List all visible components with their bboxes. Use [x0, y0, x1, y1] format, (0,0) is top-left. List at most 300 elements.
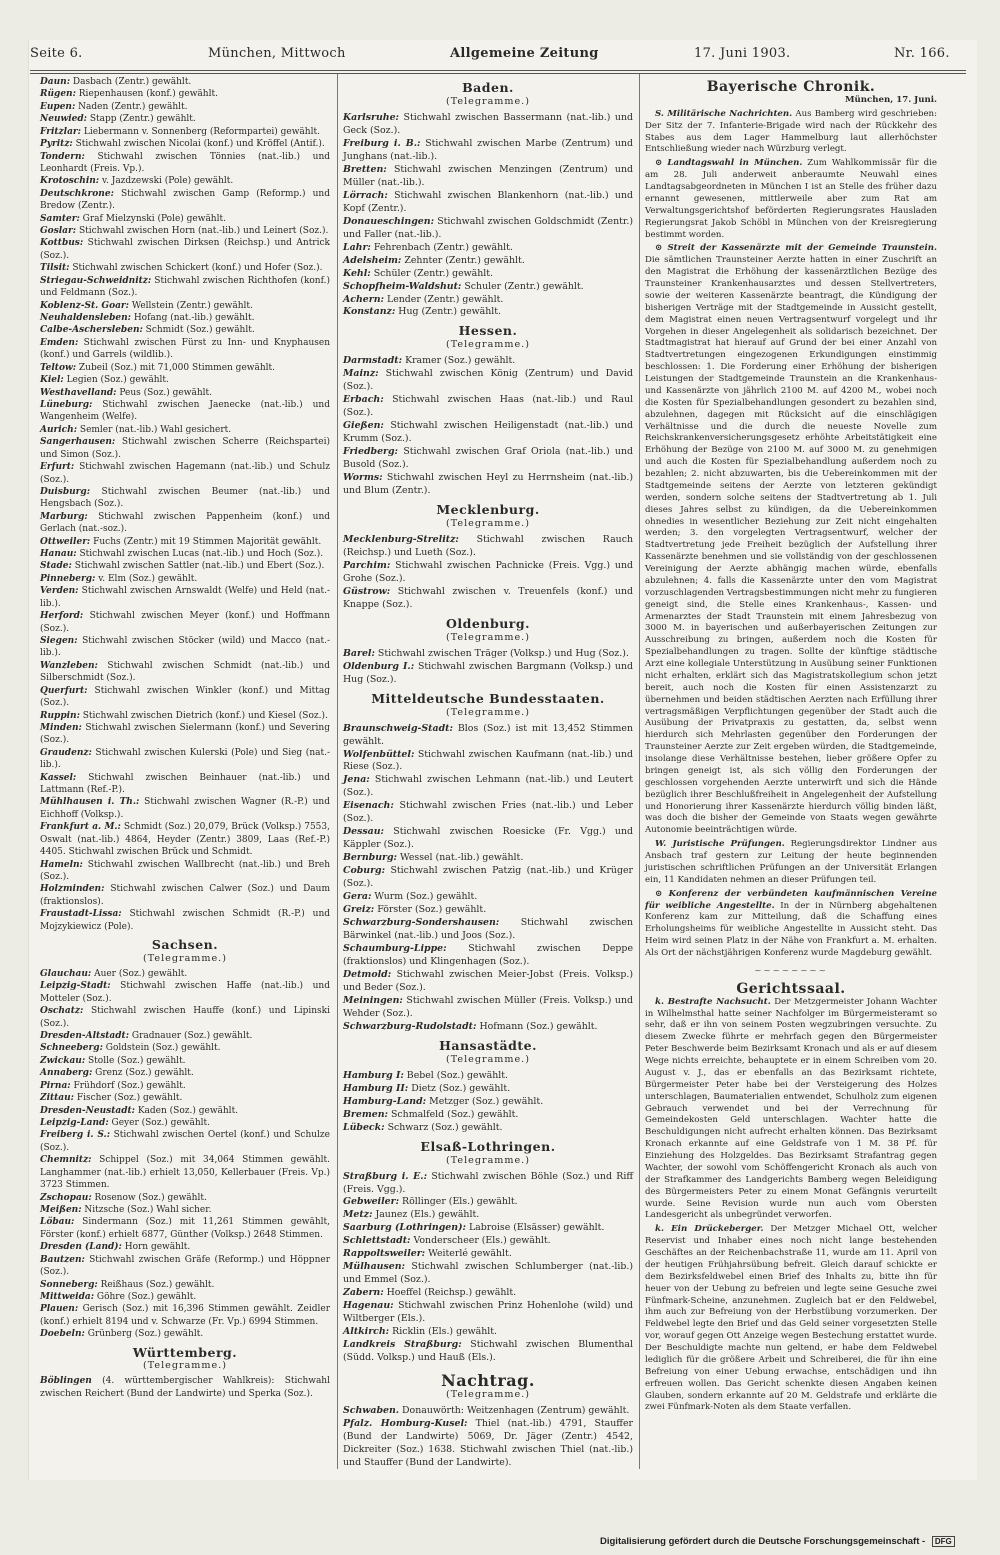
- constituency-name: Gebweiler:: [343, 1196, 400, 1208]
- constituency-name: Barel:: [343, 647, 375, 659]
- result-text: Grünberg (Soz.) gewählt.: [84, 1329, 204, 1340]
- result-entry: [40, 796, 330, 821]
- result-entry: [40, 1129, 330, 1154]
- article-paragraph: [645, 997, 937, 1223]
- result-text: Förster (Soz.) gewählt.: [374, 904, 487, 916]
- result-entry: [40, 560, 330, 572]
- election-results-oldenburg: [343, 648, 633, 687]
- constituency-name: Pirna:: [40, 1080, 71, 1091]
- result-entry: [40, 1254, 330, 1279]
- constituency-name: Ruppin:: [40, 710, 80, 721]
- section-heading-hessen: Hessen.: [458, 323, 518, 339]
- constituency-name: Schneeberg:: [40, 1043, 103, 1054]
- constituency-name: Dresden-Altstadt:: [40, 1031, 130, 1042]
- result-text: Stichwahl zwischen Calwer (Soz.) und Daum (fraktionslos).: [40, 884, 330, 907]
- result-entry: [343, 1070, 633, 1083]
- result-entry: [40, 980, 330, 1005]
- result-entry: [343, 904, 633, 917]
- result-text: Bebel (Soz.) gewählt.: [403, 1069, 509, 1081]
- article-body: Der Metzger Michael Ott, welcher Reservist und Inhaber eines noch nicht lange bestehenden Geschäftes an der Reichenbachstraße 11, wurde am 11. April von der heutigen Frühjahrsübung befreit. Gleich darauf schickte er dem Bezirksfeldwebel einen Brief des Inhalts zu, bitte ihn für heuer von der Uebung zu befreien und legte seine Gesuche zwei Fünfmark-Scheine, anzunehmen. Zugleich bat er den Feldwebel, ihm auch zur Befreiung von der Herbstübung vorzumerken. Der Feldwebel legte den Brief und das Geld seiner vorgesetzten Stelle vor, worauf gegen Ott Anzeige wegen Bestechung erstattet wurde. Der Beschuldigte machte nun geltend, er habe dem Feldwebel lediglich für die größere Arbeit und Schreiberei, die für ihn eine Befreiung von einer Uebung erwachse, entschädigen und ihn erfreuen wollen. Das Gericht schenkte diesen Angaben keinen Glauben, sondern erkannte auf 20 M. Geldstrafe und erklärte die zwei Fünfmark-Noten als dem Staate verfallen.: [645, 1224, 937, 1413]
- election-results-hessen: [343, 355, 633, 498]
- result-text: Stichwahl zwischen Haffe (nat.-lib.) und Motteler (Soz.).: [40, 981, 330, 1004]
- result-entry: [40, 374, 330, 386]
- result-text: Weiterlé gewählt.: [425, 1248, 512, 1260]
- result-entry: [40, 1030, 330, 1042]
- result-text: Goldstein (Soz.) gewählt.: [102, 1043, 221, 1054]
- constituency-name: Karlsruhe:: [343, 111, 399, 123]
- constituency-name: Kassel:: [40, 772, 77, 783]
- result-text: Zubeil (Soz.) mit 71,000 Stimmen gewählt.: [76, 362, 275, 373]
- constituency-name: Gießen:: [343, 420, 384, 432]
- result-entry: [343, 138, 633, 164]
- election-results-hansastaedte: [343, 1070, 633, 1135]
- constituency-name: Kiel:: [40, 375, 64, 386]
- result-entry: [40, 76, 330, 88]
- result-entry: [343, 1405, 633, 1418]
- result-entry: [40, 486, 330, 511]
- constituency-name: Schwaben.: [343, 1405, 400, 1416]
- result-entry: [343, 355, 633, 368]
- constituency-name: Hagenau:: [343, 1300, 394, 1312]
- result-entry: [343, 1083, 633, 1096]
- constituency-name: Mainz:: [343, 368, 379, 380]
- result-text: Stichwahl zwischen Graf Oriola (nat.-lib.) und Busold (Soz.).: [343, 446, 633, 471]
- constituency-name: Erbach:: [343, 394, 384, 406]
- constituency-name: Fritzlar:: [40, 126, 81, 137]
- election-results-prussia: [40, 76, 330, 933]
- section-heading-chronik: Bayerische Chronik.: [706, 79, 876, 95]
- constituency-name: Lahr:: [343, 241, 371, 253]
- article-body: Aus Bamberg wird geschrieben: Der Sitz der 7. Infanterie-Brigade wird nach der Rückkehr des Stabes aus dem Lager Hammelburg laut allerhöchster Entschließung wieder nach Würzburg verlegt.: [645, 108, 937, 155]
- result-text: Schüler (Zentr.) gewählt.: [370, 267, 494, 279]
- result-text: Stichwahl zwischen Goldschmidt (Zentr.) und Faller (nat.-lib.).: [343, 215, 633, 240]
- constituency-name: Sangerhausen:: [40, 437, 116, 448]
- result-text: Stichwahl zwischen Gamp (Reformp.) und Bredow (Zentr.).: [40, 188, 330, 212]
- result-text: Stichwahl zwischen Kaufmann (nat.-lib.) und Riese (Soz.).: [343, 748, 633, 773]
- result-text: Stichwahl zwischen Sattler (nat.-lib.) und Ebert (Soz.).: [71, 561, 325, 572]
- result-entry: [40, 968, 330, 980]
- result-text: Stichwahl zwischen Schmidt (R.-P.) und Mojzykiewicz (Pole).: [40, 909, 330, 932]
- result-entry: [343, 774, 633, 800]
- result-text: Wessel (nat.-lib.) gewählt.: [396, 852, 524, 864]
- result-entry: [40, 324, 330, 336]
- constituency-name: Chemnitz:: [40, 1155, 92, 1166]
- constituency-name: Freiberg i. S.:: [40, 1130, 111, 1141]
- result-text: Stichwahl zwischen Fries (nat.-lib.) und Leber (Soz.).: [343, 800, 633, 825]
- result-text: Naden (Zentr.) gewählt.: [75, 101, 188, 112]
- constituency-name: Duisburg:: [40, 486, 91, 497]
- result-text: Stichwahl zwischen Meier-Jobst (Freis. Volksp.) und Beder (Soz.).: [343, 968, 633, 993]
- constituency-name: Straßburg i. E.:: [343, 1170, 428, 1182]
- result-text: Stichwahl zwischen Beumer (nat.-lib.) und Hengsbach (Soz.).: [40, 486, 330, 510]
- result-entry: [343, 255, 633, 268]
- constituency-name: Metz:: [343, 1209, 373, 1221]
- result-text: Blos (Soz.) ist mit 13,452 Stimmen gewählt.: [343, 722, 633, 747]
- result-entry: [343, 1122, 633, 1135]
- dfg-logo: DFG: [932, 1536, 955, 1547]
- constituency-name: Pyritz:: [40, 139, 73, 150]
- result-entry: [343, 1339, 633, 1365]
- result-text: Fuchs (Zentr.) mit 19 Stimmen Majorität gewählt.: [90, 536, 322, 547]
- constituency-name: Koblenz-St. Goar:: [40, 300, 129, 311]
- result-text: Stichwahl zwischen Heiligenstadt (nat.-lib.) und Krumm (Soz.).: [343, 420, 633, 445]
- result-text: Vonderscheer (Els.) gewählt.: [410, 1235, 551, 1247]
- result-text: Stichwahl zwischen Gräfe (Reformp.) und Höppner (Soz.).: [40, 1254, 330, 1278]
- result-text: Thiel (nat.-lib.) 4791, Stauffer (Bund der Landwirte) 5069, Dr. Jäger (Zentr.) 4542, Dickreiter (Soz.) 1638. Stichwahl zwischen Thiel (nat.-lib.) und Stauffer (Bund der Landwirte).: [343, 1417, 633, 1468]
- result-text: Horn gewählt.: [121, 1242, 191, 1253]
- result-entry: [40, 113, 330, 125]
- result-text: Stichwahl zwischen Blankenhorn (nat.-lib.) und Kopf (Zentr.).: [343, 189, 633, 214]
- constituency-name: Meißen:: [40, 1204, 82, 1215]
- result-text: Stichwahl zwischen Träger (Volksp.) und Hug (Soz.).: [374, 647, 629, 659]
- column-separator: [639, 74, 640, 1469]
- result-text: Frühdorf (Soz.) gewählt.: [70, 1080, 186, 1091]
- result-entry: [40, 1055, 330, 1067]
- article-paragraph: [645, 839, 937, 887]
- result-entry: [40, 461, 330, 486]
- result-entry: [40, 859, 330, 884]
- article-heading: ⊙ Landtagswahl in München.: [655, 158, 803, 169]
- constituency-name: Jena:: [343, 774, 370, 786]
- section-heading-mecklenburg: Mecklenburg.: [436, 502, 540, 518]
- result-entry: [40, 1117, 330, 1129]
- constituency-name: Detmold:: [343, 968, 392, 980]
- constituency-name: Adelsheim:: [343, 254, 402, 266]
- result-text: Hug (Zentr.) gewählt.: [395, 306, 502, 318]
- article-body: In der in Nürnberg abgehaltenen Konferenz kam zur Mitteilung, daß die Schaffung eines Erholungsheims für weibliche Angestellte in Aussicht steht. Das Heim wird seinen Platz in der Nähe von Frankfurt a. M. erhalten. Als Ort der nächstjährigen Konferenz wurde Magdeburg gewählt.: [645, 900, 937, 958]
- result-text: Stichwahl zwischen Stöcker (wild) und Macco (nat.-lib.).: [40, 635, 330, 659]
- constituency-name: Wolfenbüttel:: [343, 748, 415, 760]
- constituency-name: Schopfheim-Waldshut:: [343, 280, 462, 292]
- result-entry: [343, 1096, 633, 1109]
- result-entry: [40, 1192, 330, 1204]
- result-entry: [40, 1375, 330, 1400]
- constituency-name: Greiz:: [343, 904, 375, 916]
- result-text: Stichwahl zwischen Wagner (R.-P.) und Eichhoff (Volksp.).: [40, 797, 330, 820]
- header-place: München, Mittwoch: [208, 46, 346, 61]
- result-entry: [343, 472, 633, 498]
- result-entry: [40, 213, 330, 225]
- result-entry: [343, 826, 633, 852]
- constituency-name: Landkreis Straßburg:: [343, 1339, 462, 1351]
- column-3: [645, 76, 937, 1416]
- result-text: Gradnauer (Soz.) gewählt.: [129, 1031, 253, 1042]
- constituency-name: Emden:: [40, 337, 79, 348]
- result-text: (4. württembergischer Wahlkreis): Stichwahl zwischen Reichert (Bund der Landwirte) und Sperka (Soz.).: [40, 1376, 330, 1399]
- result-text: Stichwahl zwischen Deppe (fraktionslos) und Klingenhagen (Soz.).: [343, 943, 633, 967]
- constituency-name: Eisenach:: [343, 800, 394, 812]
- result-text: Stichwahl zwischen Scherre (Reichspartei) und Simon (Soz.).: [40, 437, 330, 460]
- result-text: Zehnter (Zentr.) gewählt.: [401, 254, 525, 266]
- result-text: Stichwahl zwischen Prinz Hohenlohe (wild) und Wiltberger (Els.).: [343, 1300, 633, 1325]
- election-results-elsass: [343, 1171, 633, 1366]
- result-entry: [40, 722, 330, 747]
- constituency-name: Neuhaldensleben:: [40, 313, 131, 324]
- result-entry: [343, 891, 633, 904]
- result-entry: [40, 387, 330, 399]
- result-text: Stichwahl zwischen Lehmann (nat.-lib.) und Leutert (Soz.).: [343, 774, 633, 799]
- result-text: Stichwahl zwischen Schmidt (nat.-lib.) und Silberschmidt (Soz.).: [40, 660, 330, 684]
- article-paragraph: [645, 1224, 937, 1414]
- result-text: Stichwahl zwischen Patzig (nat.-lib.) und Krüger (Soz.).: [343, 865, 633, 890]
- result-entry: [40, 300, 330, 312]
- result-entry: [40, 610, 330, 635]
- result-text: Stichwahl zwischen Wallbrecht (nat.-lib.) und Breh (Soz.).: [40, 859, 330, 882]
- constituency-name: Achern:: [343, 293, 384, 305]
- result-text: Stolle (Soz.) gewählt.: [85, 1055, 186, 1066]
- result-entry: [343, 1261, 633, 1287]
- result-text: Stichwahl zwischen Roesicke (Fr. Vgg.) und Käppler (Soz.).: [343, 826, 633, 851]
- result-text: Dasbach (Zentr.) gewählt.: [70, 77, 192, 87]
- constituency-name: Doebeln:: [40, 1329, 85, 1340]
- article-heading: W. Juristische Prüfungen.: [655, 839, 785, 850]
- result-entry: [343, 723, 633, 749]
- result-text: Röllinger (Els.) gewählt.: [399, 1196, 518, 1208]
- result-text: Schmalfeld (Soz.) gewählt.: [388, 1108, 519, 1120]
- result-text: Stichwahl zwischen Dietrich (konf.) und Kiesel (Soz.).: [79, 710, 328, 721]
- result-entry: [40, 1080, 330, 1092]
- result-entry: [40, 262, 330, 274]
- telegram-label: (Telegramme.): [143, 952, 227, 964]
- result-text: v. Elm (Soz.) gewählt.: [95, 573, 198, 584]
- constituency-name: Donaueschingen:: [343, 215, 435, 227]
- constituency-name: Tondern:: [40, 151, 85, 162]
- section-divider: ~~~~~~~~: [754, 965, 828, 976]
- constituency-name: Tilsit:: [40, 263, 70, 274]
- constituency-name: Striegau-Schweidnitz:: [40, 275, 152, 286]
- result-entry: [40, 685, 330, 710]
- result-entry: [343, 306, 633, 319]
- result-text: Stichwahl zwischen Fürst zu Inn- und Knyphausen (konf.) und Garrels (wildlib.).: [40, 337, 330, 361]
- result-entry: [343, 1418, 633, 1470]
- result-entry: [343, 917, 633, 943]
- result-entry: [40, 126, 330, 138]
- result-text: Stichwahl zwischen Menzingen (Zentrum) und Müller (nat.-lib.).: [343, 163, 633, 188]
- constituency-name: Mühlhausen i. Th.:: [40, 797, 140, 808]
- constituency-name: Zittau:: [40, 1093, 75, 1104]
- constituency-name: Frankfurt a. M.:: [40, 822, 121, 833]
- election-results-mecklenburg: [343, 534, 633, 612]
- result-text: Rosenow (Soz.) gewählt.: [91, 1192, 207, 1203]
- result-entry: [343, 1248, 633, 1261]
- constituency-name: Goslar:: [40, 226, 77, 237]
- result-entry: [40, 1204, 330, 1216]
- constituency-name: Daun:: [40, 77, 71, 87]
- constituency-name: Pinneberg:: [40, 573, 96, 584]
- result-entry: [343, 586, 633, 612]
- article-heading: S. Militärische Nachrichten.: [655, 108, 793, 119]
- constituency-name: Mittweida:: [40, 1291, 95, 1302]
- result-entry: [343, 969, 633, 995]
- constituency-name: Verden:: [40, 586, 79, 597]
- result-entry: [343, 368, 633, 394]
- article-heading: ⊙ Konferenz der verbündeten kaufmännischen Vereine für weibliche Angestellte.: [645, 888, 937, 911]
- result-entry: [343, 190, 633, 216]
- result-text: Kaden (Soz.) gewählt.: [134, 1105, 239, 1116]
- result-text: v. Jazdzewski (Pole) gewählt.: [99, 176, 234, 187]
- result-text: Stichwahl zwischen Meyer (konf.) und Hoffmann (Soz.).: [40, 611, 330, 634]
- constituency-name: Holzminden:: [40, 884, 105, 895]
- result-entry: [343, 865, 633, 891]
- result-entry: [40, 175, 330, 187]
- result-text: Geyer (Soz.) gewählt.: [108, 1118, 210, 1129]
- court-articles: [645, 997, 937, 1415]
- column-separator: [337, 74, 338, 1469]
- result-entry: [343, 534, 633, 560]
- result-entry: [40, 436, 330, 461]
- election-results-baden: [343, 112, 633, 320]
- column-2: [343, 76, 633, 1470]
- result-entry: [40, 536, 330, 548]
- election-results-mitteldeutsche: [343, 723, 633, 1034]
- result-entry: [40, 1291, 330, 1303]
- result-entry: [40, 362, 330, 374]
- result-text: Stichwahl zwischen Schlumberger (nat.-lib.) und Emmel (Soz.).: [343, 1261, 633, 1286]
- result-text: Gerisch (Soz.) mit 16,396 Stimmen gewählt. Zeidler (konf.) erhielt 8194 und v. Schwarze (Fr. Vp.) 6994 Stimmen.: [40, 1304, 330, 1327]
- constituency-name: Hamburg II:: [343, 1082, 409, 1094]
- article-body: Der Metzgermeister Johann Wachter in Wilhelmsthal hatte seiner Nachfolger im Bürgermeisteramt so sehr, daß er ihn von seinem Posten wegzubringen versuchte. Zu diesem Zwecke führte er mehrfach gegen den Bürgermeister Peter Beschwerde beim Bezirksamt Kronach und als er auf diesem Wege nichts erreichte, behauptete er in einem Schreiben vom 20. August v. J., das er ebenfalls an das Bezirksamt richtete, Bürgermeister Peter habe bei der Versteigerung des Holzes unterschlagen, Baumaterialien entwendet, Schulholz zum eigenen Gebrauch verwendet und bei der Verrechnung für Gemeindekosten Geld unterschlagen. Wachter hatte die Beschuldigungen nicht aufrecht erhalten können. Das Bezirksamt Kronach erkannte auf eine Geldstrafe von 1 M. 38 Pf. für Einziehung des Holzgeldes. Das Bezirksamt Strafantrag gegen Wachter, der sowohl vom Schöffengericht Kronach als auch von der Strafkammer des Landgerichts Bamberg wegen Beleidigung des Bürgermeisters Peter zu einem Monat Gefängnis verurteilt wurde. Seine Revision wurde nun auch vom Obersten Landesgericht als unbegründet verworfen.: [645, 996, 937, 1221]
- constituency-name: Samter:: [40, 213, 80, 224]
- header-rule: [30, 70, 966, 71]
- constituency-name: Dresden (Land):: [40, 1242, 122, 1253]
- result-entry: [343, 268, 633, 281]
- result-entry: [343, 446, 633, 472]
- result-text: Stichwahl zwischen Bargmann (Volksp.) und Hug (Soz.).: [343, 660, 633, 685]
- result-text: Auer (Soz.) gewählt.: [91, 968, 188, 979]
- result-entry: [40, 747, 330, 772]
- section-heading-sachsen: Sachsen.: [151, 937, 219, 953]
- constituency-name: Hamburg I:: [343, 1069, 404, 1081]
- constituency-name: Leipzig-Land:: [40, 1118, 109, 1129]
- article-heading: k. Bestrafte Nachsucht.: [655, 996, 771, 1007]
- result-entry: [40, 337, 330, 362]
- result-entry: [343, 420, 633, 446]
- constituency-name: Hamburg-Land:: [343, 1095, 427, 1107]
- constituency-name: Erfurt:: [40, 462, 75, 473]
- result-text: Stichwahl zwischen Pachnicke (Freis. Vgg.) und Grohe (Soz.).: [343, 559, 633, 584]
- telegram-label: (Telegramme.): [446, 339, 530, 351]
- constituency-name: Zwickau:: [40, 1055, 86, 1066]
- constituency-name: Querfurt:: [40, 685, 88, 696]
- result-entry: [343, 1109, 633, 1122]
- telegram-label: (Telegramme.): [446, 95, 530, 107]
- constituency-name: Neuwied:: [40, 114, 88, 125]
- result-text: Stichwahl zwischen Arnswaldt (Welfe) und Held (nat.-lib.).: [40, 586, 330, 609]
- constituency-name: Bremen:: [343, 1108, 388, 1120]
- constituency-name: Hanau:: [40, 549, 77, 560]
- newspaper-title: Allgemeine Zeitung: [450, 46, 599, 61]
- result-text: Stichwahl zwischen Rauch (Reichsp.) und Lueth (Soz.).: [343, 533, 633, 558]
- chronik-articles: [645, 109, 937, 960]
- constituency-name: Coburg:: [343, 865, 386, 877]
- result-text: Grenz (Soz.) gewählt.: [92, 1068, 194, 1079]
- result-entry: [40, 548, 330, 560]
- header-date: 17. Juni 1903.: [694, 46, 791, 61]
- result-text: Stichwahl zwischen Sielermann (konf.) und Severing (Soz.).: [40, 722, 330, 746]
- election-results-sachsen: [40, 968, 330, 1341]
- result-entry: [343, 164, 633, 190]
- result-entry: [343, 281, 633, 294]
- constituency-name: Siegen:: [40, 635, 78, 646]
- dateline: München, 17. Juni.: [845, 94, 937, 105]
- result-text: Wurm (Soz.) gewählt.: [371, 891, 478, 903]
- result-text: Stichwahl zwischen Kulerski (Pole) und Sieg (nat.-lib.).: [40, 747, 330, 771]
- result-text: Stichwahl zwischen Horn (nat.-lib.) und Leinert (Soz.).: [76, 226, 329, 237]
- telegram-label: (Telegramme.): [446, 1389, 530, 1401]
- result-entry: [343, 242, 633, 255]
- result-entry: [343, 661, 633, 687]
- result-text: Schmidt (Soz.) gewählt.: [142, 325, 255, 336]
- constituency-name: Parchim:: [343, 559, 391, 571]
- section-heading-gerichtssaal: Gerichtssaal.: [736, 980, 846, 997]
- constituency-name: Zschopau:: [40, 1192, 92, 1203]
- result-text: Kramer (Soz.) gewählt.: [402, 355, 516, 367]
- result-text: Stichwahl zwischen Pappenheim (konf.) und Gerlach (nat.-soz.).: [40, 511, 330, 535]
- article-paragraph: [645, 889, 937, 960]
- constituency-name: Kehl:: [343, 267, 371, 279]
- result-entry: [40, 1279, 330, 1291]
- constituency-name: Westhavelland:: [40, 387, 117, 398]
- constituency-name: Mülhausen:: [343, 1261, 405, 1273]
- constituency-name: Fraustadt-Lissa:: [40, 909, 122, 920]
- constituency-name: Pfalz. Homburg-Kusel:: [343, 1417, 468, 1429]
- result-text: Hoeffel (Reichsp.) gewählt.: [383, 1287, 517, 1299]
- constituency-name: Aurich:: [40, 424, 78, 435]
- result-entry: [40, 237, 330, 262]
- result-text: Stichwahl zwischen Blumenthal (Südd. Volksp.) und Hauß (Els.).: [343, 1339, 633, 1364]
- constituency-name: Glauchau:: [40, 968, 92, 979]
- result-text: Graf Mielzynski (Pole) gewählt.: [79, 213, 226, 224]
- result-entry: [343, 1235, 633, 1248]
- constituency-name: Marburg:: [40, 511, 88, 522]
- constituency-name: Deutschkrone:: [40, 188, 114, 199]
- result-text: Schippel (Soz.) mit 34,064 Stimmen gewählt. Langhammer (nat.-lib.) erhielt 13,050, Kellerbauer (Freis. Vp.) 3723 Stimmen.: [40, 1155, 330, 1191]
- result-text: Stichwahl zwischen Dirksen (Reichsp.) und Antrick (Soz.).: [40, 238, 330, 261]
- result-entry: [40, 710, 330, 722]
- result-text: Labroise (Elsässer) gewählt.: [465, 1222, 605, 1234]
- telegram-label: (Telegramme.): [446, 631, 530, 643]
- result-text: Fehrenbach (Zentr.) gewählt.: [370, 241, 513, 253]
- column-1: [40, 76, 330, 1400]
- result-entry: [40, 1105, 330, 1117]
- constituency-name: Annaberg:: [40, 1068, 93, 1079]
- result-entry: [343, 1209, 633, 1222]
- constituency-name: Löbau:: [40, 1217, 75, 1228]
- result-text: Nitzsche (Soz.) Wahl sicher.: [81, 1204, 212, 1215]
- constituency-name: Wanzleben:: [40, 660, 98, 671]
- result-entry: [343, 648, 633, 661]
- section-heading-oldenburg: Oldenburg.: [446, 615, 530, 631]
- result-text: Stapp (Zentr.) gewählt.: [87, 114, 196, 125]
- result-text: Stichwahl zwischen Heyl zu Herrnsheim (nat.-lib.) und Blum (Zentr.).: [343, 472, 633, 497]
- constituency-name: Bautzen:: [40, 1254, 85, 1265]
- result-text: Stichwahl zwischen Nicolai (konf.) und Kröffel (Antif.).: [72, 139, 325, 150]
- result-entry: [40, 821, 330, 858]
- result-text: Donauwörth: Weitzenhagen (Zentrum) gewählt.: [399, 1405, 630, 1416]
- constituency-name: Freiburg i. B.:: [343, 137, 421, 149]
- result-entry: [40, 511, 330, 536]
- result-entry: [343, 943, 633, 969]
- result-entry: [343, 995, 633, 1021]
- constituency-name: Minden:: [40, 722, 82, 733]
- result-text: Jaunez (Els.) gewählt.: [372, 1209, 480, 1221]
- result-entry: [40, 424, 330, 436]
- article-heading: ⊙ Streit der Kassenärzte mit der Gemeinde Traunstein.: [655, 243, 937, 254]
- result-entry: [40, 1067, 330, 1079]
- result-text: Stichwahl zwischen Winkler (konf.) und Mittag (Soz.).: [40, 685, 330, 709]
- telegram-label: (Telegramme.): [446, 1053, 530, 1065]
- header-rule-2: [30, 73, 966, 74]
